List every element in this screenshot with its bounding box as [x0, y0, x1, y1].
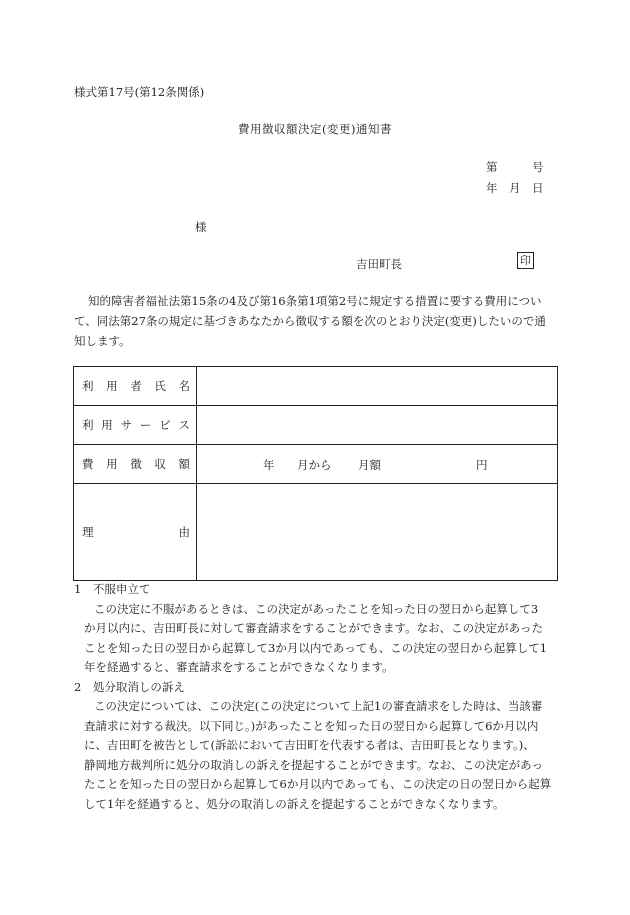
service-field[interactable]: [197, 406, 558, 445]
notes-section: [74, 580, 564, 814]
note-line: 静岡地方裁判所に処分の取消しの訴えを提起することができます。なお、この決定があっ: [84, 757, 543, 772]
label-char: 用: [106, 457, 118, 471]
label-char: ス: [178, 418, 190, 432]
label-char: 由: [178, 525, 190, 539]
form-number: 様式第17号(第12条関係): [74, 85, 205, 99]
fee-month-from-label: 月から: [297, 458, 332, 472]
label-char: 費: [82, 457, 94, 471]
user-name-label: [74, 367, 197, 406]
intro-line: 知的障害者福祉法第15条の4及び第16条第1項第2号に規定する措置に要する費用につい: [88, 294, 542, 308]
label-char: 用: [101, 418, 113, 432]
fee-field[interactable]: [197, 445, 558, 484]
label-char: ビ: [159, 418, 171, 432]
intro-line: て、同法第27条の規定に基づきあなたから徴収する額を次のとおり決定(変更)したいので通: [74, 314, 546, 328]
table-row: [74, 406, 558, 445]
objection-body: [74, 600, 564, 678]
label-char: 利: [82, 379, 94, 393]
label-char: 収: [154, 457, 166, 471]
addressee-honorific: 様: [195, 220, 207, 234]
objection-heading: 1 不服申立て: [74, 582, 151, 596]
label-char: 氏: [154, 379, 166, 393]
note-line: して1年を経過すると、処分の取消しの訴えを提起することができなくなります。: [84, 796, 505, 811]
issuer-name: 吉田町長: [356, 257, 402, 271]
label-char: 徴: [130, 457, 142, 471]
label-char: サ: [120, 418, 133, 432]
note-line: 年を経過すると、審査請求をすることができなくなります。: [84, 660, 394, 674]
label-char: ー: [139, 418, 152, 432]
seal-mark: 印: [517, 252, 534, 269]
label-char: 理: [82, 525, 94, 539]
user-name-field[interactable]: [197, 367, 558, 406]
note-line: この決定に不服があるときは、この決定があったことを知った日の翌日から起算して3: [94, 601, 539, 616]
note-line: か月以内に、吉田町長に対して審査請求をすることができます。なお、この決定があった: [84, 621, 543, 635]
label-char: 用: [106, 379, 118, 393]
label-char: 者: [130, 379, 142, 393]
label-char: 名: [178, 379, 190, 393]
reason-field[interactable]: [197, 484, 558, 581]
date-line: 年 月 日: [486, 181, 544, 195]
fee-monthly-label: 月額: [358, 458, 381, 472]
intro-paragraph: [74, 291, 560, 351]
note-line: この決定については、この決定(この決定について上記1の審査請求をした時は、当該審: [94, 699, 543, 713]
table-row: [74, 445, 558, 484]
lawsuit-heading: 2 処分取消しの訴え: [74, 679, 185, 694]
fee-year-label: 年: [263, 458, 275, 472]
info-table: [73, 366, 558, 581]
reason-label: [74, 484, 197, 581]
note-line: ことを知った日の翌日から起算して3か月以内であっても、この決定の翌日から起算して1: [84, 640, 548, 655]
document-title: 費用徴収額決定(変更)通知書: [238, 122, 392, 136]
note-line: に、吉田町を被告として(訴訟において吉田町を代表する者は、吉田町長となります。)、: [84, 738, 535, 752]
service-label: [74, 406, 197, 445]
note-line: 査請求に対する裁決。以下同じ。)があったことを知った日の翌日から起算して6か月以内: [84, 718, 539, 733]
label-char: 額: [178, 457, 190, 471]
document-number-line: 第 号: [486, 160, 544, 174]
fee-label: [74, 445, 197, 484]
label-char: 利: [82, 418, 94, 432]
table-row: [74, 484, 558, 581]
lawsuit-body: [74, 697, 564, 814]
table-row: [74, 367, 558, 406]
intro-line: 知します。: [74, 334, 131, 348]
fee-yen-label: 円: [476, 458, 488, 472]
note-line: たことを知った日の翌日から起算して6か月以内であっても、この決定の日の翌日から起算: [84, 777, 552, 791]
